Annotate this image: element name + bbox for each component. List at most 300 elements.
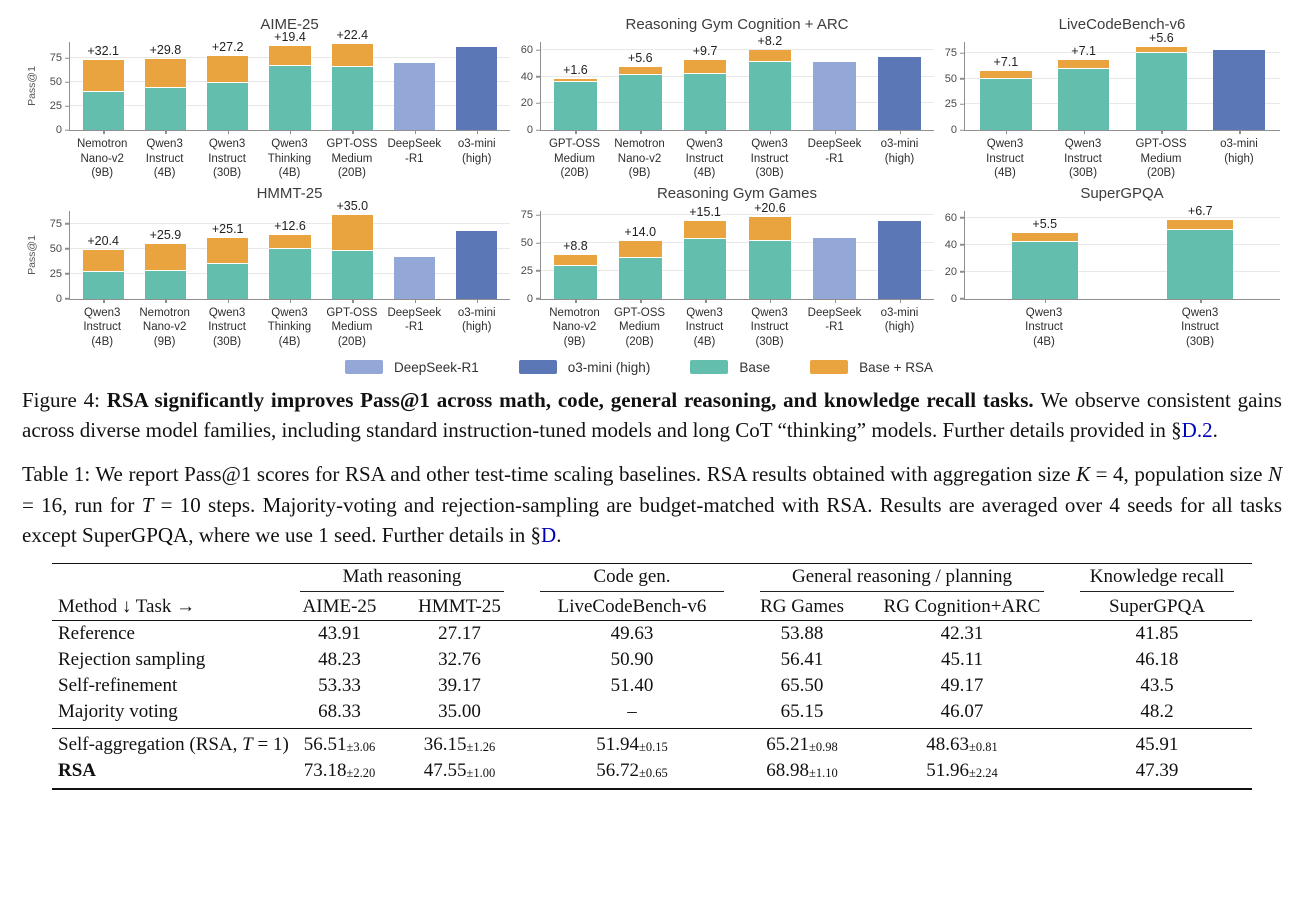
bar-rsa [554,239,597,299]
table-value-cell: 45.11 [941,648,984,670]
bar-rsa-segment [83,250,124,271]
bar-base-segment [207,83,248,130]
bar-rsa [684,43,727,130]
x-tick-mark [835,299,837,303]
bar-gain-label: +25.9 [149,228,182,243]
table-row [52,673,1252,699]
figure-4-charts [24,12,1294,350]
x-axis-label: Qwen3 Instruct (4B) [1025,306,1063,348]
table-value-cell: 36.15±1.26 [423,733,496,755]
caption-text: T [141,492,154,517]
bar-o3mini [456,47,497,130]
bar-rsa-segment [619,67,662,75]
table-row [52,699,1252,729]
bar-rsa [207,221,248,299]
y-tick-label: 0 [55,292,62,305]
bar-base-segment [619,75,662,130]
bar-slot [197,42,259,130]
bar-rsa-segment [332,215,373,251]
x-tick-mark [352,130,354,134]
table-value-cell: 48.2 [1062,699,1252,729]
bar-gain-label: +8.8 [563,239,588,254]
legend-swatch-rsa [810,360,848,374]
y-tick-label: 50 [944,72,957,85]
bar-rsa-segment [554,255,597,266]
table-method-cell: Majority voting [52,699,282,729]
table-row [52,620,1252,647]
table-value-cell: 56.41 [780,648,824,670]
bar-slot [446,211,508,299]
table-value-cell: 27.17 [438,622,481,644]
x-tick-mark [705,299,707,303]
bar-base-segment [83,272,124,299]
bar-slot [383,42,445,130]
table-row [52,728,1252,758]
bar-rsa [269,30,310,130]
bar-rsa [1012,217,1078,298]
caption-text: We observe consistent gains across diverse model families, including standard instruction-tuned models and long CoT “thinking” models. Further details provided in § [22,387,1282,442]
figure-4 [0,0,1304,375]
bar-single-segment [394,257,435,299]
table-value-cell: 35.00 [397,699,522,729]
x-tick-mark [477,299,479,303]
bar-slot [673,204,738,299]
x-axis-label: Qwen3 Instruct (4B) [83,306,122,348]
chart-title: SuperGPQA [1080,184,1164,202]
table-value-cell: 46.18 [1135,648,1179,670]
bar-rsa-segment [684,221,727,239]
bar-deepseek [394,63,435,130]
x-tick-mark [1200,299,1202,303]
bar-slot [1123,203,1279,299]
y-tick-label: 60 [944,211,957,224]
bar-rsa-segment [332,44,373,66]
plot-area [964,203,1280,300]
table-value-cell: 41.85 [1135,622,1179,644]
bar-single-segment [878,57,921,130]
legend-label: DeepSeek-R1 [393,359,479,375]
bar-rsa-segment [269,235,310,249]
x-tick-mark [103,299,105,303]
caption-text: Figure 4: [22,387,107,412]
chart-title: AIME-25 [260,16,319,33]
bar-deepseek [813,238,856,299]
x-axis-label: Qwen3 Instruct (30B) [1181,306,1219,348]
x-axis-label: Qwen3 Instruct (30B) [750,138,789,180]
table-value-cell: – [522,699,742,729]
table-group-label: Knowledge recall [1080,566,1234,592]
bar-gain-label: +27.2 [211,40,244,55]
y-tick-label: 75 [944,47,957,60]
bar-rsa [83,234,124,299]
x-tick-mark [1084,130,1086,134]
bar-base-segment [1058,69,1109,130]
x-axis-label: Qwen3 Instruct (4B) [685,306,724,348]
bar-slot [72,42,134,130]
caption-text: = 10 steps. Majority-voting and rejection-sampling are budget-matched with RSA. Results are averaged over 4 seeds for all tasks except SuperGPQA, where we use 1 seed. Further details in § [22,492,1282,548]
x-axis-label: o3-mini (high) [880,138,919,165]
bar-gain-label: +6.7 [1187,203,1213,218]
y-tick-label: 0 [950,292,957,305]
bar-gain-label: +20.4 [87,234,119,249]
table-value-cell: 51.40 [610,674,654,696]
bar-rsa-segment [207,56,248,83]
bar-rsa-segment [749,50,792,62]
table-group-label: Math reasoning [300,566,504,592]
bar-gain-label: +25.1 [211,221,244,236]
bar-deepseek [813,62,856,130]
bar-slot [72,211,134,299]
bar-rsa-segment [269,46,310,66]
bar-gain-label: +35.0 [336,199,369,214]
chart-supergpqa [934,185,1280,350]
table-value-cell: 49.63 [610,622,654,644]
y-tick-label: 25 [49,100,62,113]
bar-base-segment [749,241,792,299]
bar-slot [543,211,608,299]
y-tick-label: 0 [950,124,957,136]
x-axis-label: o3-mini (high) [880,306,919,334]
bar-single-segment [878,221,921,299]
bar-single-segment [813,62,856,130]
x-tick-mark [165,130,167,134]
bar-gain-label: +12.6 [274,219,306,234]
table-col-header: LiveCodeBench-v6 [522,594,742,621]
bar-gain-label: +5.6 [627,50,653,65]
table-value-cell: 68.98±1.10 [742,758,862,789]
chart-reasoning-gym-cognition-arc [510,16,934,181]
bar-slot [383,211,445,299]
chart-title: LiveCodeBench-v6 [1058,16,1186,33]
bar-single-segment [394,63,435,130]
bar-gain-label: +20.6 [754,200,786,215]
y-axis-label: Pass@1 [25,66,38,106]
caption-text: . [556,523,562,548]
table-value-cell: 46.07 [862,699,1062,729]
x-axis-label: DeepSeek -R1 [807,306,862,334]
bar-slot [737,34,802,130]
table-group-label: Code gen. [540,566,724,592]
bar-rsa [332,28,373,130]
x-axis-label: Qwen3 Instruct (4B) [685,138,724,180]
bar-gain-label: +1.6 [563,62,588,77]
table-method-cell: Rejection sampling [58,648,206,670]
x-axis-label: o3-mini (high) [457,306,496,334]
ref-d2-link[interactable]: D.2 [1181,418,1213,442]
bar-base-segment [554,82,597,130]
table-value-cell: 47.55±1.00 [397,758,522,789]
x-tick-mark [705,130,707,134]
y-axis [934,211,964,305]
x-tick-mark [290,299,292,303]
bar-slot [321,28,383,130]
table-group-header [742,563,1062,594]
table-col-header: RG Cognition+ARC [862,594,1062,621]
x-axis-label: Qwen3 Instruct (4B) [145,138,184,180]
x-axis-label: Qwen3 Instruct (30B) [750,306,789,348]
bar-rsa-segment [1012,233,1078,241]
table-col-header: HMMT-25 [397,594,522,621]
caption-text: = 4, population size [1090,462,1268,487]
x-axis-label: Qwen3 Thinking (4B) [267,138,312,180]
bar-rsa [1136,30,1187,130]
table-value-cell: 65.50 [780,674,824,696]
table-value-cell: 65.21±0.98 [766,733,838,755]
bar-slot [1200,42,1278,130]
chart-hmmt-25 [24,185,510,350]
table-1-wrap [52,563,1304,790]
chart-title: HMMT-25 [256,184,323,202]
table-value-cell: 48.23 [318,648,361,670]
y-tick-label: 25 [49,267,62,280]
y-tick-label: 0 [526,292,533,305]
y-tick-label: 50 [520,237,533,250]
bar-base-segment [269,249,310,299]
bar-base-segment [1136,53,1187,130]
x-axis-label: GPT-OSS Medium (20B) [326,138,378,180]
table-value-cell: 56.51±3.06 [303,733,376,755]
table-value-cell: 43.91 [318,622,361,644]
plot-area [964,30,1280,131]
bar-rsa-segment [83,60,124,92]
table-value-cell: 47.39 [1062,758,1252,789]
caption-text: = 16, run for [22,492,142,517]
table-value-cell: 53.88 [780,622,824,644]
table-method-cell: Self-refinement [58,674,178,696]
y-tick-label: 25 [944,98,957,111]
bar-rsa-segment [619,241,662,258]
bar-o3mini [456,231,497,299]
y-tick-label: 40 [944,238,957,251]
bar-rsa [980,55,1031,130]
x-axis-label: DeepSeek -R1 [387,138,442,165]
table-row [52,758,1252,789]
caption-text: N [1267,462,1282,487]
x-tick-mark [900,299,902,303]
caption-text: K [1076,462,1091,487]
x-tick-mark [1006,130,1008,134]
table-method-cell: Self-aggregation (RSA, T = 1) [58,733,289,755]
plot-area [69,28,510,131]
bar-rsa [749,200,792,299]
chart-aime-25 [24,16,510,181]
table-value-cell: 45.91 [1135,733,1179,755]
bar-o3mini [878,57,921,130]
x-axis-label: Qwen3 Instruct (30B) [208,138,246,180]
bar-slot [134,42,196,130]
bar-rsa [269,219,310,299]
legend-item-deepseek [345,360,479,375]
x-axis-label: Qwen3 Instruct (4B) [986,138,1024,180]
x-axis-label: GPT-OSS Medium (20B) [326,306,378,348]
table-method-cell: Reference [58,622,135,644]
bar-o3mini [1213,50,1264,130]
bar-rsa [1058,44,1109,130]
x-tick-mark [1045,299,1047,303]
table-method-cell: RSA [52,758,282,789]
x-tick-mark [228,130,230,134]
bar-rsa [332,199,373,299]
bar-gain-label: +22.4 [336,28,369,43]
bar-gain-label: +5.5 [1032,217,1058,232]
bar-single-segment [1213,50,1264,130]
bar-rsa-segment [749,217,792,241]
x-tick-mark [228,299,230,303]
x-tick-mark [103,130,105,134]
x-tick-mark [415,130,417,134]
bar-base-segment [1012,242,1078,299]
table-col-header: AIME-25 [282,594,397,621]
bar-rsa [145,228,186,298]
plot-area [540,34,934,131]
bar-base-segment [684,74,727,130]
table-col-header: SuperGPQA [1062,594,1252,621]
table-value-cell: 42.31 [940,622,984,644]
bar-slot [259,211,321,299]
x-tick-mark [835,130,837,134]
bar-slot [802,211,867,299]
x-tick-mark [415,299,417,303]
y-axis [39,211,69,305]
bar-base-segment [980,79,1031,130]
legend-item-o3mini [519,360,651,375]
bar-base-segment [145,88,186,130]
legend-label: o3-mini (high) [567,359,651,375]
bar-base-segment [1167,230,1233,299]
y-axis [934,42,964,136]
bar-rsa [749,34,792,130]
bar-slot [967,42,1045,130]
ref-d-link[interactable]: D [541,523,557,548]
legend-swatch-base [690,360,728,374]
bar-single-segment [456,231,497,299]
bar-gain-label: +32.1 [87,44,119,59]
caption-text: RSA significantly improves Pass@1 across math, code, general reasoning, and knowledge recall tasks. [106,387,1041,412]
x-tick-mark [770,130,772,134]
chart-title: Reasoning Gym Cognition + ARC [625,16,849,33]
x-axis-label: Nemotron Nano-v2 (9B) [139,306,190,348]
bar-base-segment [332,251,373,299]
x-axis-label: GPT-OSS Medium (20B) [1135,138,1187,180]
table-value-cell: 39.17 [438,674,481,696]
x-axis-label: Nemotron Nano-v2 (9B) [549,306,600,348]
table-group-header [282,563,522,594]
bar-rsa [1167,203,1233,299]
x-axis-label: GPT-OSS Medium (20B) [548,138,601,180]
bar-slot [1045,42,1123,130]
y-tick-label: 20 [520,97,533,110]
y-tick-label: 0 [55,124,62,136]
bar-gain-label: +19.4 [274,30,306,45]
table-value-cell: 48.63±0.81 [926,733,998,755]
bar-base-segment [83,92,124,130]
x-axis-label: DeepSeek -R1 [807,138,862,165]
y-tick-label: 20 [944,265,957,278]
bar-slot [867,42,932,130]
bar-rsa [684,204,727,299]
x-axis-label: Nemotron Nano-v2 (9B) [76,138,128,180]
table-group-header [1062,563,1252,594]
bar-slot [321,199,383,299]
table-value-cell: 68.33 [282,699,397,729]
bar-gain-label: +8.2 [757,34,783,49]
figure-caption [22,385,1282,446]
table-group-header [522,563,742,594]
bar-rsa [554,62,597,130]
table-col-header: RG Games [742,594,862,621]
bar-slot [197,211,259,299]
x-tick-mark [352,299,354,303]
bar-rsa [207,40,248,130]
bar-single-segment [813,238,856,299]
y-axis [39,42,69,136]
x-tick-mark [640,299,642,303]
results-table [52,563,1252,790]
table-corner-empty [52,563,282,594]
x-axis-label: o3-mini (high) [1220,138,1258,165]
legend-swatch-deepseek [345,360,383,374]
bar-rsa [145,42,186,130]
y-tick-label: 25 [520,264,533,277]
bar-slot [673,42,738,130]
bar-gain-label: +14.0 [624,224,657,239]
table-value-cell: 53.33 [318,674,361,696]
bar-base-segment [554,266,597,299]
legend-label: Base [739,359,771,375]
x-axis-label: Qwen3 Instruct (30B) [208,306,246,348]
y-tick-label: 40 [520,70,533,83]
x-tick-mark [575,299,577,303]
bar-slot [737,200,802,299]
x-tick-mark [575,130,577,134]
legend-swatch-o3mini [519,360,557,374]
bar-rsa-segment [980,71,1031,79]
bar-base-segment [749,62,792,130]
bar-base-segment [145,271,186,299]
table-row [52,647,1252,673]
table-value-cell: 43.5 [1140,674,1174,696]
x-tick-mark [900,130,902,134]
x-tick-mark [770,299,772,303]
bar-slot [608,42,673,130]
x-tick-mark [1239,130,1241,134]
plot-area [540,200,934,300]
table-value-cell: 73.18±2.20 [282,758,397,789]
y-tick-label: 50 [49,76,62,89]
bar-slot [134,211,196,299]
x-axis-label: o3-mini (high) [457,138,496,165]
bar-base-segment [684,239,727,299]
bar-rsa [83,44,124,130]
bar-base-segment [269,66,310,130]
chart-livecodebench-v6 [934,16,1280,181]
bar-slot [867,211,932,299]
y-tick-label: 75 [520,209,533,222]
y-axis-label: Pass@1 [25,234,38,275]
bar-rsa-segment [684,60,727,74]
y-tick-label: 0 [526,124,533,136]
bar-gain-label: +7.1 [1071,44,1096,59]
y-tick-label: 75 [49,217,62,230]
legend-label: Base + RSA [859,359,934,375]
bar-rsa-segment [1167,220,1233,230]
x-axis-label: DeepSeek -R1 [387,306,442,334]
x-tick-mark [165,299,167,303]
table-value-cell: 32.76 [438,648,481,670]
caption-text: Table 1: We report Pass@1 scores for RSA and other test-time scaling baselines. RSA results obtained with aggregation size [22,462,1077,487]
table-value-cell: 49.17 [940,674,984,696]
chart-title: Reasoning Gym Games [656,184,818,202]
